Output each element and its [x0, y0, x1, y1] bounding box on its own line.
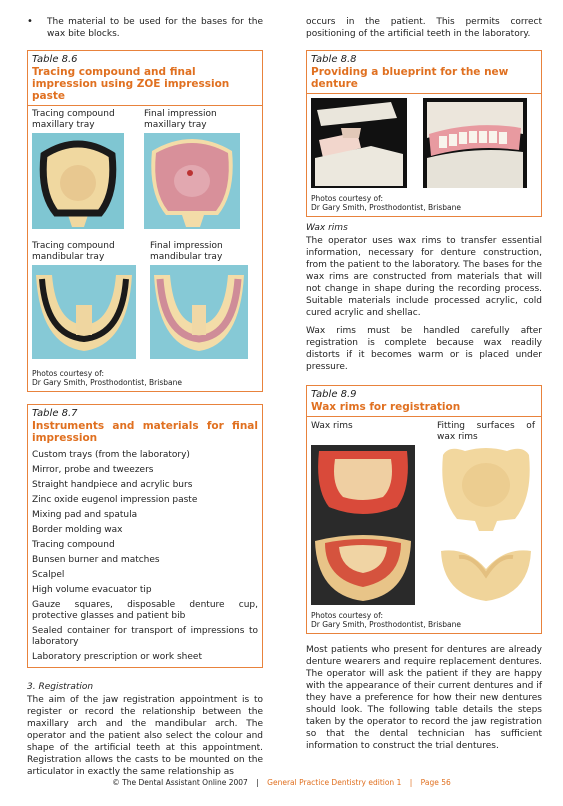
list-item: Scalpel: [32, 570, 65, 580]
table-8-7-title: Instruments and materials for final impression: [32, 420, 258, 444]
bullet-text: The material to be used for the bases for the wax bite blocks.: [47, 17, 263, 39]
final-mandibular-photo: [150, 265, 248, 359]
blueprint-photo-left: [311, 98, 407, 188]
list-item: Sealed container for transport of impressions to laboratory: [32, 626, 258, 647]
photo-credit: Photos courtesy of: Dr Gary Smith, Prosthodontist, Brisbane: [32, 369, 182, 387]
list-item: Gauze squares, disposable denture cup, protective glasses and patient bib: [32, 600, 258, 621]
blueprint-photo-right: [423, 98, 527, 188]
bullet-item: [27, 16, 263, 40]
photo-credit: Photos courtesy of: Dr Gary Smith, Prosthodontist, Brisbane: [311, 194, 461, 212]
photo-label: Tracing compound mandibular tray: [32, 241, 115, 262]
table-8-6: [27, 50, 263, 392]
final-maxillary-photo: [144, 133, 240, 229]
table-8-7: [27, 404, 263, 668]
wax-rims-paragraph-2: Wax rims must be handled carefully after registration is complete because wax readily distorts if it becomes warm or is placed under pressure.: [306, 326, 542, 372]
table-8-6-body: [28, 105, 262, 391]
registration-text: The aim of the jaw registration appointment is to register or record the relationship between the maxillary arch and the mandibular arch. The operator and the patient also select the colour and shape of the artificial teeth at this appointment. Registration allows the casts to be mounted on the articulator in exactly the same relationship as: [27, 695, 263, 777]
list-item: Zinc oxide eugenol impression paste: [32, 495, 198, 505]
right-column: [306, 16, 542, 752]
table-8-8-caption: Table 8.8: [311, 54, 357, 65]
registration-heading: 3. Registration: [27, 682, 94, 692]
photo-label: Final impression maxillary tray: [144, 109, 217, 130]
list-item: Tracing compound: [32, 540, 115, 550]
wax-rims-heading: Wax rims: [306, 223, 348, 233]
list-item: Straight handpiece and acrylic burs: [32, 480, 193, 490]
photo-credit: Photos courtesy of: Dr Gary Smith, Prosthodontist, Brisbane: [311, 611, 461, 629]
list-item: High volume evacuator tip: [32, 585, 152, 595]
right-intro-text: occurs in the patient. This permits correct positioning of the artificial teeth in the laboratory.: [306, 17, 542, 39]
table-8-8-header: [307, 51, 541, 93]
wax-rims-paragraph-1: The operator uses wax rims to transfer essential information, necessary for denture construction, from the patient to the laboratory. The bases for the wax rims are constructed from materials that will not change in shape during the recording process. Suitable materials include processed acrylic, cold cured acrylic and shellac.: [306, 236, 542, 318]
footer-separator: |: [409, 778, 413, 787]
bullet-dot-icon: •: [27, 16, 33, 27]
list-item: Border molding wax: [32, 525, 123, 535]
table-8-9-caption: Table 8.9: [311, 389, 357, 400]
tracing-mandibular-photo: [32, 265, 136, 359]
table-8-6-caption: Table 8.6: [32, 54, 78, 65]
page-footer: [0, 778, 563, 787]
table-8-9-header: [307, 386, 541, 416]
table-8-8-title: Providing a blueprint for the new denture: [311, 66, 509, 90]
list-item: Laboratory prescription or work sheet: [32, 652, 202, 662]
left-column: [27, 16, 263, 778]
table-8-6-header: [28, 51, 262, 105]
fitting-surfaces-photo: [437, 445, 535, 605]
table-8-7-caption: Table 8.7: [32, 408, 78, 419]
wax-rims-photo: [311, 445, 415, 605]
photo-label: Tracing compound maxillary tray: [32, 109, 115, 130]
table-8-8: [306, 50, 542, 217]
table-8-8-body: [307, 93, 541, 216]
list-item: Mirror, probe and tweezers: [32, 465, 154, 475]
table-8-6-title: Tracing compound and final impression using ZOE impression paste: [32, 66, 230, 102]
table-8-7-list: [28, 448, 262, 667]
table-8-9-title: Wax rims for registration: [311, 401, 461, 413]
list-item: Mixing pad and spatula: [32, 510, 138, 520]
photo-label: Fitting surfaces of wax rims: [437, 421, 535, 442]
footer-separator: |: [256, 778, 259, 787]
list-item: Bunsen burner and matches: [32, 555, 160, 565]
photo-label: Final impression mandibular tray: [150, 241, 223, 262]
table-8-9: [306, 385, 542, 634]
tracing-maxillary-photo: [32, 133, 124, 229]
closing-paragraph: Most patients who present for dentures are already denture wearers and require replacement dentures. The operator will ask the patient if they are happy with the appearance of their current dentures and if they have a preference for how their new dentures should look. The following table details the steps taken by the operator to record the jaw registration so that the dental technician has sufficient information to construct the trial dentures.: [306, 645, 542, 751]
footer-edition: General Practice Dentistry edition 1: [267, 778, 402, 787]
table-8-9-body: [307, 416, 541, 633]
table-8-7-header: [28, 405, 262, 448]
footer-copyright: © The Dental Assistant Online 2007: [112, 778, 248, 787]
list-item: Custom trays (from the laboratory): [32, 450, 190, 460]
photo-label: Wax rims: [311, 421, 353, 431]
footer-page-number: Page 56: [420, 778, 451, 787]
